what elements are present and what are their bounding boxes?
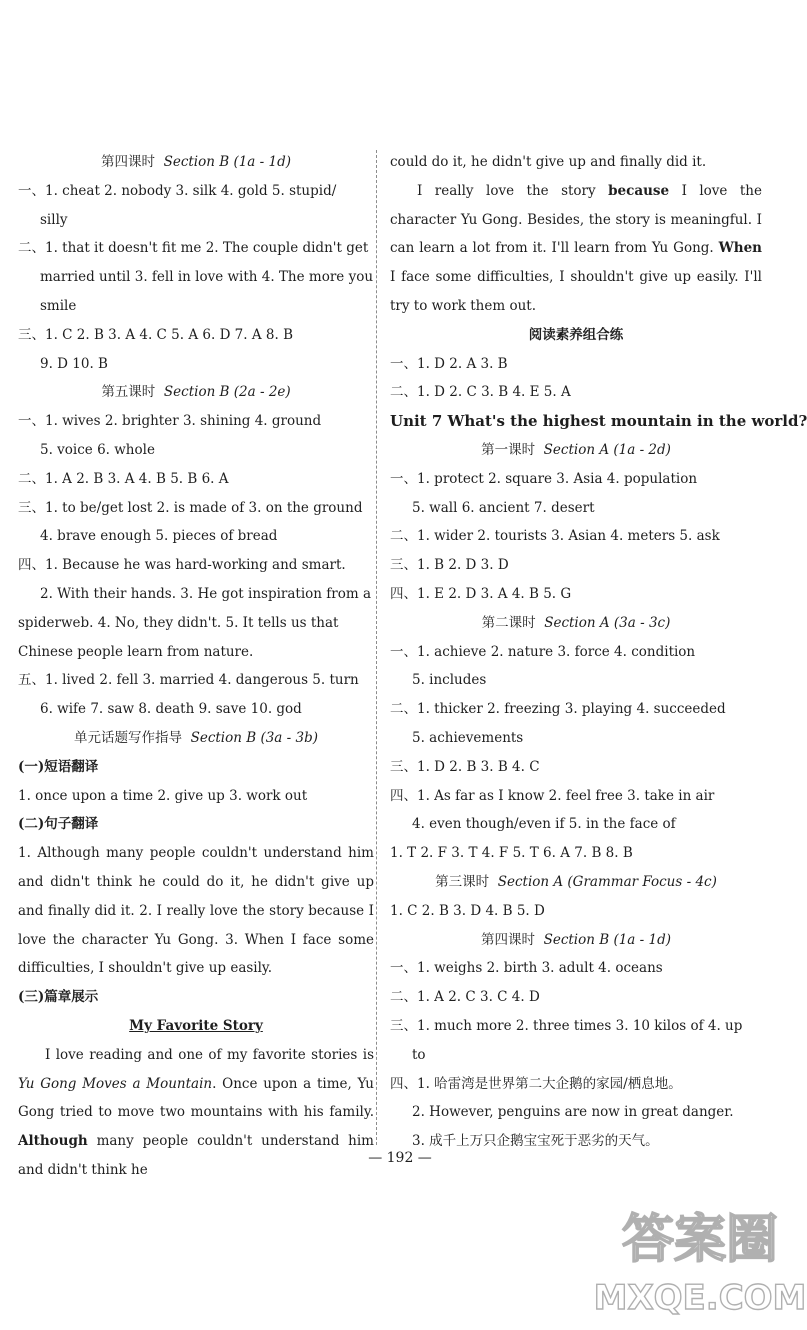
answer-line: married until 3. fell in love with 4. The more you	[40, 269, 374, 286]
answer-line: 二、1. wider 2. tourists 3. Asian 4. meters 5. ask	[390, 528, 720, 545]
watermark-logo	[593, 1195, 807, 1325]
right-column	[390, 148, 807, 1156]
answer-line: 4. brave enough 5. pieces of bread	[40, 528, 278, 545]
reading-practice-heading: 阅读素养组合练	[528, 326, 624, 343]
watermark-chars: 答案圈	[621, 1210, 779, 1270]
answer-line: Chinese people learn from nature.	[18, 643, 254, 660]
answer-line: 5. voice 6. whole	[40, 441, 155, 458]
lesson5-header: 第五课时 Section B (2a - 2e)	[101, 384, 291, 401]
answer-line: spiderweb. 4. No, they didn't. 5. It tells us that	[18, 614, 339, 631]
essay-paragraph: I really love the story because I love the character Yu Gong. Besides, the story is meaningful. I can learn a lot from it. I'll learn from Yu Gong. When I face some difficulties, I shouldn't give up easily. I'll try to work them out.	[390, 182, 762, 314]
answer-line: 三、1. C 2. B 3. A 4. C 5. A 6. D 7. A 8. B	[18, 326, 293, 343]
answer-line: 一、1. weighs 2. birth 3. adult 4. oceans	[390, 960, 663, 977]
answer-line: 四、1. As far as I know 2. feel free 3. take in air	[390, 787, 715, 804]
essay-title: My Favorite Story	[129, 1017, 263, 1034]
answer-line: 二、1. thicker 2. freezing 3. playing 4. succeeded	[390, 701, 726, 718]
answer-line: 一、1. D 2. A 3. B	[390, 355, 508, 372]
answer-line: 五、1. lived 2. fell 3. married 4. dangerous 5. turn	[18, 672, 359, 689]
subheading-essay: (三)篇章展示	[18, 989, 99, 1006]
answer-line: 一、1. cheat 2. nobody 3. silk 4. gold 5. stupid/	[18, 182, 337, 199]
watermark-site: MXQE.COM	[593, 1278, 807, 1318]
answer-line: 四、1. Because he was hard-working and smart.	[18, 557, 346, 574]
answer-line: 一、1. wives 2. brighter 3. shining 4. ground	[18, 413, 322, 430]
sentence-translation-paragraph: 1. Although many people couldn't understand him and didn't think he could do it, he didn't give up and finally did it. 2. I really love the story because I love the character Yu Gong. 3. When I face some difficulties, I shouldn't give up easily.	[18, 845, 374, 977]
answer-line: 5. wall 6. ancient 7. desert	[412, 499, 595, 516]
lesson4-header: 第四课时 Section B (1a - 1d)	[100, 154, 291, 170]
answer-line: 四、1. E 2. D 3. A 4. B 5. G	[390, 585, 572, 602]
answer-line: 4. even though/even if 5. in the face of	[412, 816, 676, 833]
page-number: — 192 —	[368, 1150, 432, 1166]
answer-line: 3. 成千上万只企鹅宝宝死于恶劣的天气。	[412, 1133, 659, 1150]
unit-title: Unit 7 What's the highest mountain in the world?	[390, 412, 807, 431]
answer-line: 1. once upon a time 2. give up 3. work out	[18, 787, 308, 804]
essay-continuation: could do it, he didn't give up and finally did it.	[390, 154, 707, 170]
answer-line: 一、1. achieve 2. nature 3. force 4. condition	[390, 643, 696, 660]
answer-line: 2. With their hands. 3. He got inspiration from a	[40, 585, 371, 602]
writing-header: 单元话题写作指导 Section B (3a - 3b)	[73, 729, 318, 746]
subheading-sentence-translation: (二)句子翻译	[18, 816, 99, 833]
answer-line: 9. D 10. B	[40, 355, 108, 372]
answer-line: 三、1. D 2. B 3. B 4. C	[390, 758, 540, 775]
lesson1-header: 第一课时 Section A (1a - 2d)	[481, 441, 671, 458]
lesson3-header: 第三课时 Section A (Grammar Focus - 4c)	[435, 873, 717, 890]
answer-line: 四、1. 哈雷湾是世界第二大企鹅的家园/栖息地。	[390, 1075, 682, 1092]
answer-line: silly	[40, 211, 68, 228]
answer-line: 三、1. B 2. D 3. D	[390, 557, 509, 574]
answer-line: 一、1. protect 2. square 3. Asia 4. population	[390, 470, 698, 487]
answer-line: 三、1. much more 2. three times 3. 10 kilos of 4. up	[390, 1017, 743, 1034]
left-column	[18, 148, 374, 1185]
answer-line: 2. However, penguins are now in great danger.	[412, 1104, 734, 1121]
column-divider	[376, 150, 377, 1145]
answer-line: smile	[40, 297, 77, 314]
answer-line: 二、1. D 2. C 3. B 4. E 5. A	[390, 384, 571, 401]
answer-line: 1. C 2. B 3. D 4. B 5. D	[390, 902, 545, 919]
answer-line: 二、1. A 2. C 3. C 4. D	[390, 989, 540, 1006]
essay-paragraph: I love reading and one of my favorite stories is Yu Gong Moves a Mountain. Once upon a time, Yu Gong tried to move two mountains with his family. Although many people couldn't understand him and didn't think he	[18, 1046, 374, 1178]
answer-line: 5. includes	[412, 672, 487, 689]
answer-line: to	[412, 1046, 426, 1063]
lesson2-header: 第二课时 Section A (3a - 3c)	[481, 614, 671, 631]
answer-line: 三、1. to be/get lost 2. is made of 3. on the ground	[18, 499, 363, 516]
lesson4-header: 第四课时 Section B (1a - 1d)	[480, 931, 671, 948]
subheading-phrase-translation: (一)短语翻译	[18, 758, 99, 775]
answer-line: 1. T 2. F 3. T 4. F 5. T 6. A 7. B 8. B	[390, 845, 633, 862]
answer-line: 6. wife 7. saw 8. death 9. save 10. god	[40, 701, 302, 718]
answer-line: 二、1. that it doesn't fit me 2. The couple didn't get	[18, 240, 369, 257]
answer-line: 5. achievements	[412, 729, 524, 746]
answer-line: 二、1. A 2. B 3. A 4. B 5. B 6. A	[18, 470, 229, 487]
